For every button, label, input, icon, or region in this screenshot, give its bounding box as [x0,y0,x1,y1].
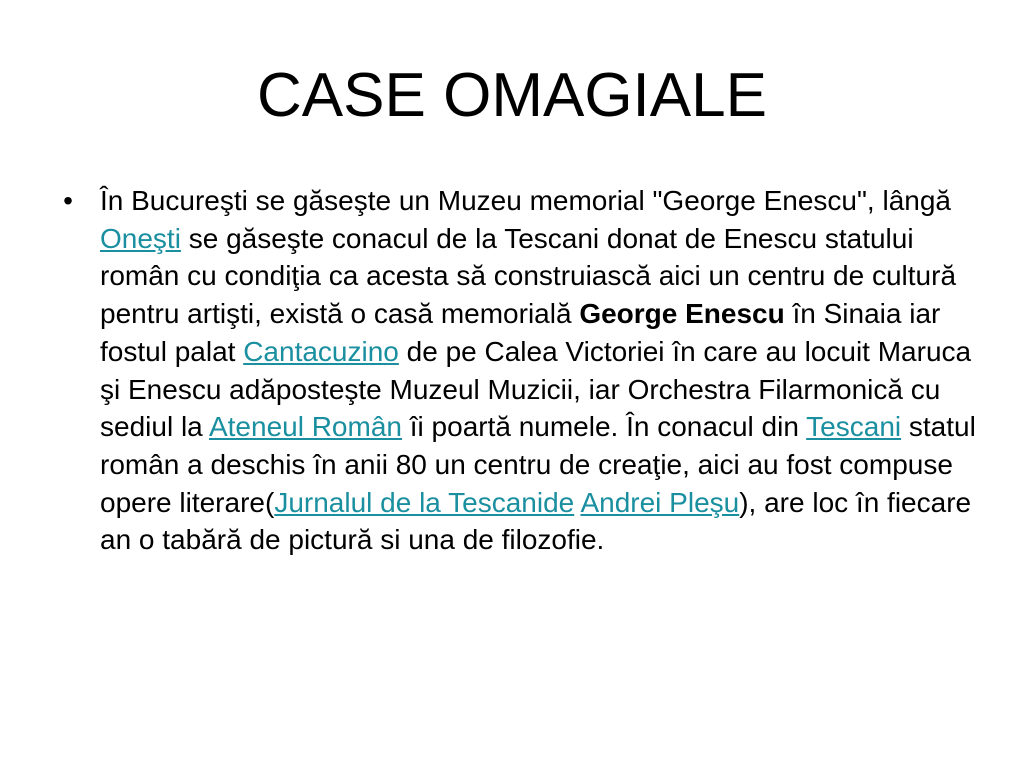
paragraph-text-2: se găseşte conacul de la Tescani donat de Enescu statului român cu condiţia ca acesta să construiască aici un centru de cultură pentru artişti, există o casă memorială [100,222,957,330]
slide-title: CASE OMAGIALE [257,61,767,130]
link-ateneul-roman[interactable]: Ateneul Român [208,411,402,443]
paragraph-text-3: în Sinaia iar fostul palat [100,298,941,367]
link-cantacuzino[interactable]: Cantacuzino [243,335,399,367]
link-andrei-plesu[interactable]: Andrei Pleşu [580,486,740,518]
bold-name-george-enescu: George Enescu [579,298,785,330]
paragraph-text-5: îi poartă numele. În conacul din [401,411,807,443]
link-jurnalul-de-la-tescani[interactable]: Jurnalul de la Tescanide [274,486,575,518]
paragraph-text-8: ), are loc în fiecare an o tabără de pictură si una de filozofie. [100,486,972,556]
link-tescani[interactable]: Tescani [806,411,902,443]
link-onesti[interactable]: Oneşti [100,222,181,254]
bullet-list [63,182,980,559]
paragraph-text-4: de pe Calea Victoriei în care au locuit Maruca şi Enescu adăposteşte Muzeul Muzicii, iar Orchestra Filarmonică cu sediul la [100,335,972,443]
paragraph-text-1: În Bucureşti se găseşte un Muzeu memorial "George Enescu", lângă [100,185,951,216]
bullet-icon: • [63,185,73,216]
paragraph-text-6: statul român a deschis în anii 80 un centru de creaţie, aici au fost compuse opere literare( [100,411,976,518]
bullet-item [63,182,980,559]
